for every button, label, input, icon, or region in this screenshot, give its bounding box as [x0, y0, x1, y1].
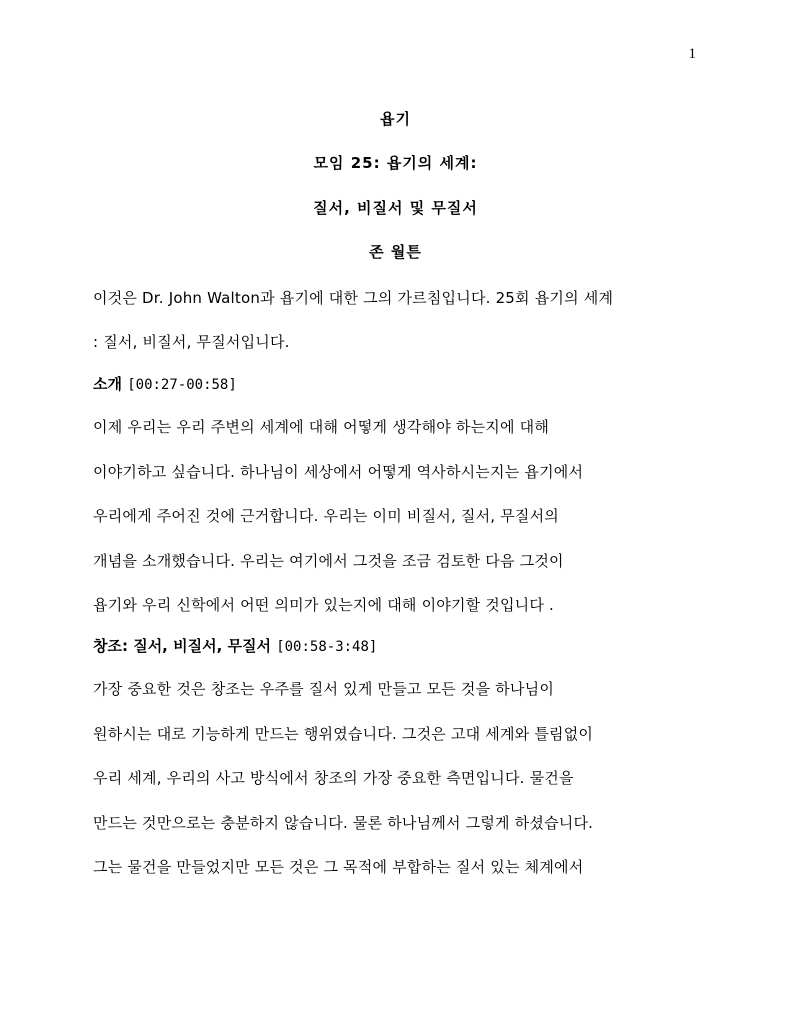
session-subtitle: 질서, 비질서 및 무질서: [313, 199, 478, 217]
section-heading-intro-label: 소개: [93, 375, 122, 393]
paragraph-line: 이제 우리는 우리 주변의 세계에 대해 어떻게 생각해야 하는지에 대해: [93, 418, 550, 436]
author-name: 존 월튼: [369, 243, 422, 261]
section-heading-creation: [93, 635, 377, 656]
document-title: 욥기: [380, 110, 411, 128]
section-heading-intro: [93, 373, 237, 394]
section-heading-creation-label: 창조: 질서, 비질서, 무질서: [93, 637, 271, 655]
paragraph-line: 그는 물건을 만들었지만 모든 것은 그 목적에 부합하는 질서 있는 체계에서: [93, 858, 584, 876]
paragraph-line: 우리에게 주어진 것에 근거합니다. 우리는 이미 비질서, 질서, 무질서의: [93, 507, 559, 525]
paragraph-line: 우리 세계, 우리의 사고 방식에서 창조의 가장 중요한 측면입니다. 물건을: [93, 769, 574, 787]
paragraph-line: 이야기하고 싶습니다. 하나님이 세상에서 어떻게 역사하시는지는 욥기에서: [93, 463, 584, 481]
paragraph-line: 만드는 것만으로는 충분하지 않습니다. 물론 하나님께서 그렇게 하셨습니다.: [93, 814, 594, 832]
intro-line-2: : 질서, 비질서, 무질서입니다.: [93, 333, 290, 351]
paragraph-line: 가장 중요한 것은 창조는 우주를 질서 있게 만들고 모든 것을 하나님이: [93, 680, 555, 698]
section-heading-creation-timestamp: [00:58-3:48]: [276, 639, 378, 655]
session-title: 모임 25: 욥기의 세계:: [313, 154, 478, 172]
paragraph-line: 욥기와 우리 신학에서 어떤 의미가 있는지에 대해 이야기할 것입니다 .: [93, 596, 555, 614]
paragraph-line: 개념을 소개했습니다. 우리는 여기에서 그것을 조금 검토한 다음 그것이: [93, 552, 564, 570]
intro-line-1: 이것은 Dr. John Walton과 욥기에 대한 그의 가르침입니다. 25회 욥기의 세계: [93, 289, 614, 307]
paragraph-line: 원하시는 대로 기능하게 만드는 행위였습니다. 그것은 고대 세계와 틀림없이: [93, 725, 594, 743]
page-number: 1: [688, 46, 696, 62]
section-heading-intro-timestamp: [00:27-00:58]: [127, 377, 237, 393]
